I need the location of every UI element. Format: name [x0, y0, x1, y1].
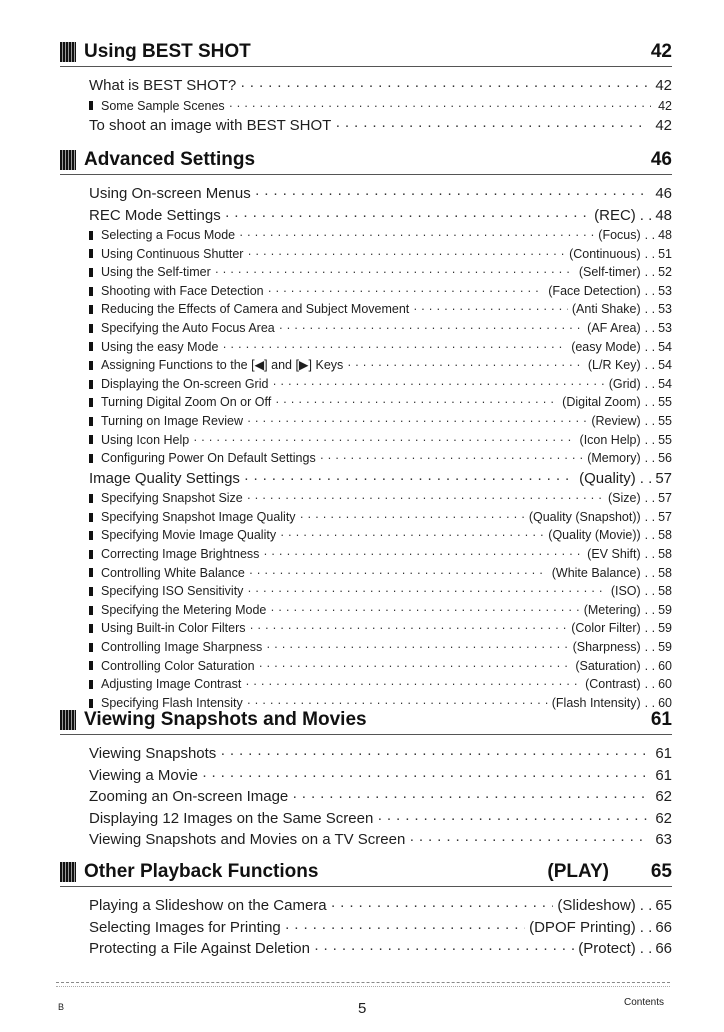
entry-page: 42 — [655, 77, 672, 94]
bullet-icon — [89, 587, 93, 596]
section-title: Advanced Settings — [84, 149, 256, 170]
dot-leader-short: . . — [644, 432, 656, 447]
dot-leader-short: . . — [644, 228, 656, 242]
entry-tag: (White Balance) — [551, 565, 641, 580]
bullet-icon — [89, 606, 93, 615]
dot-leader — [272, 375, 604, 394]
toc-entry[interactable] — [60, 786, 672, 808]
entry-label: Controlling Color Saturation — [101, 658, 255, 673]
entry-page: 57 — [658, 491, 672, 506]
entry-label: Turning on Image Review — [101, 413, 243, 428]
entry-tag: (Quality) — [579, 469, 636, 487]
entry-page: 65 — [655, 897, 672, 914]
entry-tag: (Self-timer) — [578, 265, 641, 280]
section-marker-icon — [60, 710, 76, 730]
toc-section-advanced-settings — [60, 148, 672, 712]
dot-leader-short: . . — [644, 395, 656, 410]
entry-page: 54 — [658, 358, 672, 373]
dot-leader — [268, 282, 545, 301]
bullet-icon — [89, 550, 93, 559]
entry-page: 57 — [658, 509, 672, 524]
entry-tag: (L/R Key) — [587, 358, 641, 373]
dot-leader — [247, 582, 606, 601]
entry-tag: (Anti Shake) — [571, 302, 641, 317]
entry-list — [60, 75, 672, 137]
entry-label: Specifying Snapshot Image Quality — [101, 509, 296, 524]
toc-subentry[interactable] — [60, 263, 672, 282]
section-title: Viewing Snapshots and Movies — [84, 709, 367, 730]
toc-subentry[interactable] — [60, 526, 672, 545]
dot-leader-short: . . — [644, 283, 656, 298]
dot-leader — [270, 601, 579, 620]
section-heading — [60, 708, 672, 735]
entry-page: 57 — [655, 469, 672, 487]
dot-leader — [249, 619, 567, 638]
entry-label: Specifying Snapshot Size — [101, 491, 243, 506]
dot-leader — [263, 545, 583, 564]
dot-leader — [222, 338, 567, 357]
dot-leader — [331, 895, 554, 917]
bullet-icon — [89, 287, 93, 296]
dot-leader — [377, 808, 648, 830]
toc-entry[interactable] — [60, 75, 672, 97]
entry-tag: (Quality (Snapshot)) — [528, 509, 641, 524]
dot-leader — [280, 526, 544, 545]
toc-subentry[interactable] — [60, 356, 672, 375]
entry-list — [60, 895, 672, 960]
toc-subentry[interactable] — [60, 582, 672, 601]
entry-page: 53 — [658, 302, 672, 317]
entry-tag: (Contrast) — [585, 677, 641, 692]
dot-leader-short: . . — [644, 413, 656, 428]
dot-leader — [300, 508, 525, 527]
entry-page: 61 — [655, 766, 672, 784]
entry-page: 52 — [658, 265, 672, 280]
dot-leader — [247, 489, 604, 508]
toc-entry[interactable] — [60, 917, 672, 939]
entry-page: 42 — [655, 117, 672, 135]
dot-leader-short: . . — [639, 206, 653, 224]
entry-label: Turning Digital Zoom On or Off — [101, 395, 272, 410]
section-marker-icon — [60, 862, 76, 882]
entry-tag: (Review) — [591, 413, 641, 428]
section-page: 46 — [650, 149, 672, 170]
toc-entry[interactable] — [60, 205, 672, 227]
entry-label: Correcting Image Brightness — [101, 547, 260, 561]
toc-subentry[interactable] — [60, 508, 672, 527]
dot-leader-short: . . — [644, 491, 656, 506]
toc-entry[interactable] — [60, 183, 672, 205]
dot-leader-short: . . — [644, 358, 656, 373]
entry-page: 66 — [655, 918, 672, 936]
entry-page: 59 — [658, 621, 672, 636]
entry-label: Using the easy Mode — [101, 339, 219, 354]
entry-label: Some Sample Scenes — [101, 98, 225, 113]
toc-entry[interactable] — [60, 895, 672, 917]
dot-leader-short: . . — [644, 265, 656, 280]
dot-leader-short: . . — [639, 469, 653, 487]
dot-leader — [225, 205, 590, 227]
entry-label: Using Icon Help — [101, 432, 190, 447]
entry-label: Selecting Images for Printing — [89, 918, 281, 936]
toc-entry[interactable] — [60, 765, 672, 787]
bullet-icon — [89, 324, 93, 333]
dot-leader — [413, 300, 568, 319]
dot-leader — [247, 412, 587, 431]
entry-page: 61 — [655, 745, 672, 762]
dot-leader-short: . . — [644, 246, 656, 261]
dot-leader-short: . . — [644, 302, 656, 317]
dot-leader — [245, 675, 581, 694]
dot-leader — [266, 638, 568, 657]
bullet-icon — [89, 398, 93, 407]
entry-page: 59 — [658, 639, 672, 654]
toc-subentry[interactable] — [60, 638, 672, 657]
entry-tag: (Memory) — [587, 451, 641, 466]
toc-entry[interactable] — [60, 743, 672, 765]
toc-entry[interactable] — [60, 115, 672, 137]
entry-label: Selecting a Focus Mode — [101, 228, 236, 242]
section-tag: (PLAY) — [547, 861, 609, 882]
entry-label: Displaying the On-screen Grid — [101, 376, 269, 391]
bullet-icon — [89, 435, 93, 444]
dot-leader-short: . . — [644, 677, 656, 692]
dot-leader — [215, 263, 575, 282]
entry-label: Zooming an On-screen Image — [89, 788, 289, 805]
dot-leader — [347, 356, 584, 375]
toc-subentry[interactable] — [60, 601, 672, 620]
entry-label: Image Quality Settings — [89, 469, 240, 487]
entry-page: 46 — [655, 185, 672, 202]
bullet-icon — [89, 454, 93, 463]
entry-label: Using the Self-timer — [101, 265, 211, 280]
toc-subentry[interactable] — [60, 282, 672, 301]
dot-leader-short: . . — [644, 376, 656, 391]
dot-leader — [240, 75, 648, 97]
entry-label: To shoot an image with BEST SHOT — [89, 117, 332, 135]
entry-page: 48 — [655, 206, 672, 224]
entry-label: Viewing a Movie — [89, 766, 198, 784]
toc-subentry[interactable] — [60, 489, 672, 508]
dot-leader — [335, 115, 648, 137]
toc-section-viewing — [60, 708, 672, 851]
entry-label: Controlling Image Sharpness — [101, 639, 263, 654]
entry-label: What is BEST SHOT? — [89, 77, 237, 94]
entry-tag: (Metering) — [583, 602, 641, 617]
entry-label: Viewing Snapshots and Movies on a TV Screen — [89, 831, 406, 848]
bullet-icon — [89, 513, 93, 522]
bullet-icon — [89, 249, 93, 258]
toc-subentry[interactable] — [60, 449, 672, 468]
toc-subentry[interactable] — [60, 657, 672, 676]
entry-page: 56 — [658, 451, 672, 466]
entry-page: 54 — [658, 339, 672, 354]
dot-leader — [314, 938, 574, 960]
dot-leader — [220, 743, 648, 765]
toc-subentry[interactable] — [60, 245, 672, 264]
entry-tag: (Sharpness) — [572, 639, 641, 654]
toc-subentry[interactable] — [60, 545, 672, 564]
toc-subentry[interactable] — [60, 431, 672, 450]
entry-page: 60 — [658, 658, 672, 673]
bullet-icon — [89, 361, 93, 370]
entry-page: 55 — [658, 413, 672, 428]
entry-label: Specifying the Metering Mode — [101, 602, 267, 617]
bullet-icon — [89, 101, 93, 110]
entry-label: Shooting with Face Detection — [101, 283, 264, 298]
entry-page: 51 — [658, 246, 672, 261]
section-page: 42 — [650, 41, 672, 62]
bullet-icon — [89, 643, 93, 652]
entry-page: 62 — [655, 809, 672, 827]
entry-tag: (Continuous) — [569, 246, 641, 261]
entry-tag: (Saturation) — [575, 658, 641, 673]
entry-tag: (Quality (Movie)) — [548, 528, 641, 543]
dot-leader-short: . . — [639, 940, 653, 957]
section-heading — [60, 148, 672, 175]
bullet-icon — [89, 661, 93, 670]
bullet-icon — [89, 699, 93, 708]
toc-subentry[interactable] — [60, 412, 672, 431]
dot-leader-short: . . — [644, 658, 656, 673]
entry-label: Protecting a File Against Deletion — [89, 940, 310, 957]
toc-subentry[interactable] — [60, 97, 672, 116]
entry-label: Specifying the Auto Focus Area — [101, 320, 275, 335]
footer-divider — [56, 982, 670, 983]
entry-tag: (Icon Help) — [579, 432, 641, 447]
entry-tag: (DPOF Printing) — [529, 918, 636, 936]
entry-list — [60, 743, 672, 851]
entry-label: Configuring Power On Default Settings — [101, 451, 316, 466]
section-title: Using BEST SHOT — [84, 41, 251, 62]
dot-leader-short: . . — [644, 451, 656, 466]
dot-leader — [247, 245, 565, 264]
toc-subentry[interactable] — [60, 338, 672, 357]
entry-page: 53 — [658, 283, 672, 298]
bullet-icon — [89, 417, 93, 426]
entry-page: 59 — [658, 602, 672, 617]
bullet-icon — [89, 380, 93, 389]
footer-left-mark: B — [58, 1002, 65, 1012]
dot-leader — [320, 449, 584, 468]
entry-page: 58 — [658, 584, 672, 599]
entry-tag: (Focus) — [598, 228, 641, 242]
entry-page: 60 — [658, 695, 672, 710]
entry-tag: (Face Detection) — [548, 283, 641, 298]
dot-leader-short: . . — [644, 509, 656, 524]
dot-leader-short: . . — [644, 602, 656, 617]
dot-leader-short: . . — [644, 639, 656, 654]
section-marker-icon — [60, 42, 76, 62]
entry-tag: (Color Filter) — [571, 621, 641, 636]
toc-entry[interactable] — [60, 829, 672, 851]
bullet-icon — [89, 531, 93, 540]
dot-leader-short: . . — [644, 528, 656, 543]
section-page: 61 — [650, 709, 672, 730]
dot-leader — [292, 786, 648, 808]
entry-page: 48 — [658, 228, 672, 242]
entry-label: Using Continuous Shutter — [101, 246, 244, 261]
entry-label: Specifying ISO Sensitivity — [101, 584, 244, 599]
entry-page: 58 — [658, 547, 672, 561]
footer-divider-secondary — [56, 986, 670, 987]
dot-leader-short: . . — [644, 584, 656, 599]
dot-leader-short: . . — [644, 695, 656, 710]
entry-tag: (Protect) — [578, 940, 636, 957]
entry-page: 62 — [655, 788, 672, 805]
bullet-icon — [89, 305, 93, 314]
entry-label: Assigning Functions to the [◀] and [▶] Keys — [101, 358, 344, 373]
entry-label: Using On-screen Menus — [89, 185, 251, 202]
page-number: 5 — [358, 1000, 367, 1017]
entry-label: Using Built-in Color Filters — [101, 621, 246, 636]
footer-section-label: Contents — [623, 997, 664, 1008]
toc-entry[interactable] — [60, 468, 672, 490]
entry-page: 63 — [655, 831, 672, 848]
bullet-icon — [89, 568, 93, 577]
entry-tag: (easy Mode) — [571, 339, 641, 354]
entry-tag: (AF Area) — [587, 320, 641, 335]
entry-tag: (EV Shift) — [587, 547, 641, 561]
dot-leader — [409, 829, 648, 851]
entry-list — [60, 183, 672, 712]
toc-subentry[interactable] — [60, 375, 672, 394]
toc-subentry[interactable] — [60, 564, 672, 583]
dot-leader — [285, 917, 525, 939]
entry-label: Adjusting Image Contrast — [101, 677, 242, 692]
bullet-icon — [89, 342, 93, 351]
toc-subentry[interactable] — [60, 300, 672, 319]
toc-subentry[interactable] — [60, 226, 672, 245]
entry-page: 58 — [658, 565, 672, 580]
dot-leader — [202, 765, 648, 787]
dot-leader-short: . . — [644, 621, 656, 636]
bullet-icon — [89, 680, 93, 689]
dot-leader — [255, 183, 649, 205]
entry-page: 55 — [658, 432, 672, 447]
dot-leader — [193, 431, 575, 450]
dot-leader — [244, 468, 575, 490]
entry-tag: (Slideshow) — [557, 897, 636, 914]
dot-leader-short: . . — [644, 565, 656, 580]
entry-tag: (ISO) — [610, 584, 641, 599]
section-heading — [60, 860, 672, 887]
entry-label: REC Mode Settings — [89, 206, 221, 224]
entry-page: 54 — [658, 376, 672, 391]
toc-subentry[interactable] — [60, 393, 672, 412]
entry-page: 58 — [658, 528, 672, 543]
toc-entry[interactable] — [60, 938, 672, 960]
toc-subentry[interactable] — [60, 675, 672, 694]
entry-label: Controlling White Balance — [101, 565, 245, 580]
entry-page: 55 — [658, 395, 672, 410]
dot-leader — [249, 564, 548, 583]
dot-leader-short: . . — [644, 547, 656, 561]
bullet-icon — [89, 494, 93, 503]
toc-section-playback — [60, 860, 672, 960]
dot-leader — [229, 97, 651, 116]
toc-subentry[interactable] — [60, 619, 672, 638]
entry-label: Specifying Movie Image Quality — [101, 528, 277, 543]
entry-label: Viewing Snapshots — [89, 745, 217, 762]
entry-page: 53 — [658, 320, 672, 335]
entry-page: 66 — [655, 940, 672, 957]
entry-tag: (REC) — [594, 206, 636, 224]
entry-page: 60 — [658, 677, 672, 692]
section-page: 65 — [650, 861, 672, 882]
dot-leader-short: . . — [639, 897, 653, 914]
entry-tag: (Grid) — [608, 376, 641, 391]
toc-subentry[interactable] — [60, 319, 672, 338]
dot-leader — [279, 319, 583, 338]
section-marker-icon — [60, 150, 76, 170]
entry-label: Specifying Flash Intensity — [101, 695, 243, 710]
entry-label: Displaying 12 Images on the Same Screen — [89, 809, 374, 827]
entry-label: Playing a Slideshow on the Camera — [89, 897, 327, 914]
bullet-icon — [89, 231, 93, 240]
dot-leader — [259, 657, 572, 676]
section-title: Other Playback Functions — [84, 861, 319, 882]
bullet-icon — [89, 624, 93, 633]
entry-tag: (Flash Intensity) — [551, 695, 641, 710]
entry-tag: (Size) — [608, 491, 641, 506]
entry-tag: (Digital Zoom) — [562, 395, 641, 410]
dot-leader-short: . . — [639, 918, 653, 936]
dot-leader-short: . . — [644, 320, 656, 335]
entry-label: Reducing the Effects of Camera and Subject Movement — [101, 302, 410, 317]
dot-leader-short: . . — [644, 339, 656, 354]
toc-section-best-shot — [60, 40, 672, 137]
bullet-icon — [89, 268, 93, 277]
toc-entry[interactable] — [60, 808, 672, 830]
entry-page: 42 — [658, 98, 672, 113]
dot-leader — [239, 226, 594, 245]
dot-leader — [275, 393, 558, 412]
section-heading — [60, 40, 672, 67]
